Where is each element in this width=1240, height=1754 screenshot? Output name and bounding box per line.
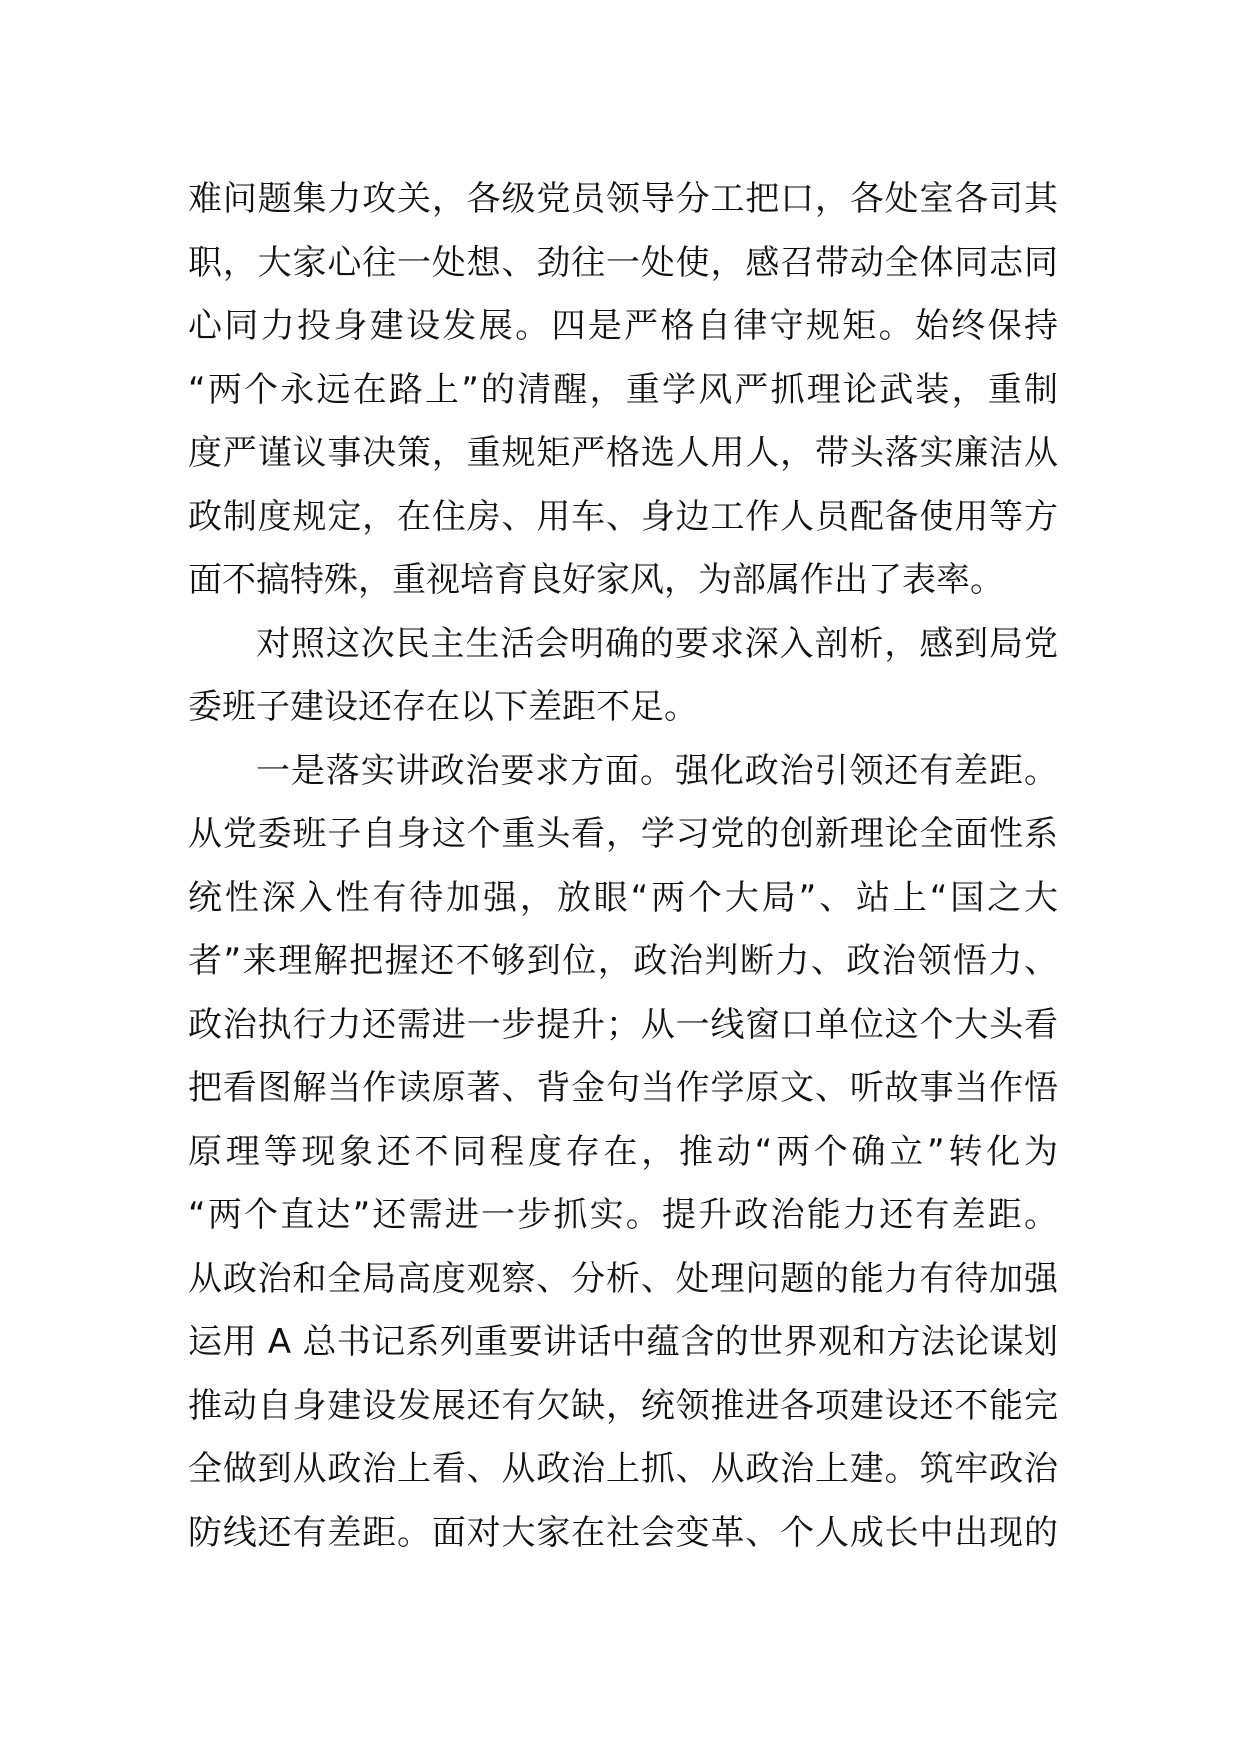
text-line: “两个直达”还需进一步抓实。提升政治能力还有差距。: [188, 1195, 1058, 1235]
text-line: 政制度规定，在住房、用车、身边工作人员配备使用等方: [188, 496, 1058, 537]
text-line: 难问题集力攻关，各级党员领导分工把口，各处室各司其: [188, 179, 1058, 219]
paragraph-last-line: 委班子建设还存在以下差距不足。: [188, 687, 698, 727]
paragraph-last-line: 面不搞特殊，重视培育良好家风，为部属作出了表率。: [188, 560, 1004, 600]
document-body: [188, 168, 1058, 1565]
text-line: 防线还有差距。面对大家在社会变革、个人成长中出现的: [188, 1512, 1058, 1553]
text-line: 从党委班子自身这个重头看，学习党的创新理论全面性系: [188, 814, 1058, 854]
text-line: 度严谨议事决策，重规矩严格选人用人，带头落实廉洁从: [188, 433, 1058, 473]
text-line: 推动自身建设发展还有欠缺，统领推进各项建设还不能完: [188, 1385, 1058, 1426]
text-line: 全做到从政治上看、从政治上抓、从政治上建。筑牢政治: [188, 1449, 1058, 1489]
text-line: 心同力投身建设发展。四是严格自律守规矩。始终保持: [188, 306, 1058, 346]
text-line: 原理等现象还不同程度存在，推动“两个确立”转化为: [188, 1131, 1058, 1172]
text-line: 者”来理解把握还不够到位，政治判断力、政治领悟力、: [188, 941, 1058, 981]
text-line: 从政治和全局高度观察、分析、处理问题的能力有待加强: [188, 1258, 1058, 1299]
paragraph-first-line: 对照这次民主生活会明确的要求深入剖析，感到局党: [256, 623, 1058, 664]
text-line: 统性深入性有待加强，放眼“两个大局”、站上“国之大: [188, 877, 1058, 918]
text-line: 政治执行力还需进一步提升；从一线窗口单位这个大头看: [188, 1004, 1058, 1045]
text-line: 职，大家心往一处想、劲往一处使，感召带动全体同志同: [188, 242, 1058, 283]
text-line: 运用 A 总书记系列重要讲话中蕴含的世界观和方法论谋划: [188, 1322, 1058, 1362]
text-line: “两个永远在路上”的清醒，重学风严抓理论武装，重制: [188, 369, 1058, 410]
paragraph-first-line: 一是落实讲政治要求方面。强化政治引领还有差距。: [256, 750, 1058, 791]
text-line: 把看图解当作读原著、背金句当作学原文、听故事当作悟: [188, 1068, 1058, 1108]
